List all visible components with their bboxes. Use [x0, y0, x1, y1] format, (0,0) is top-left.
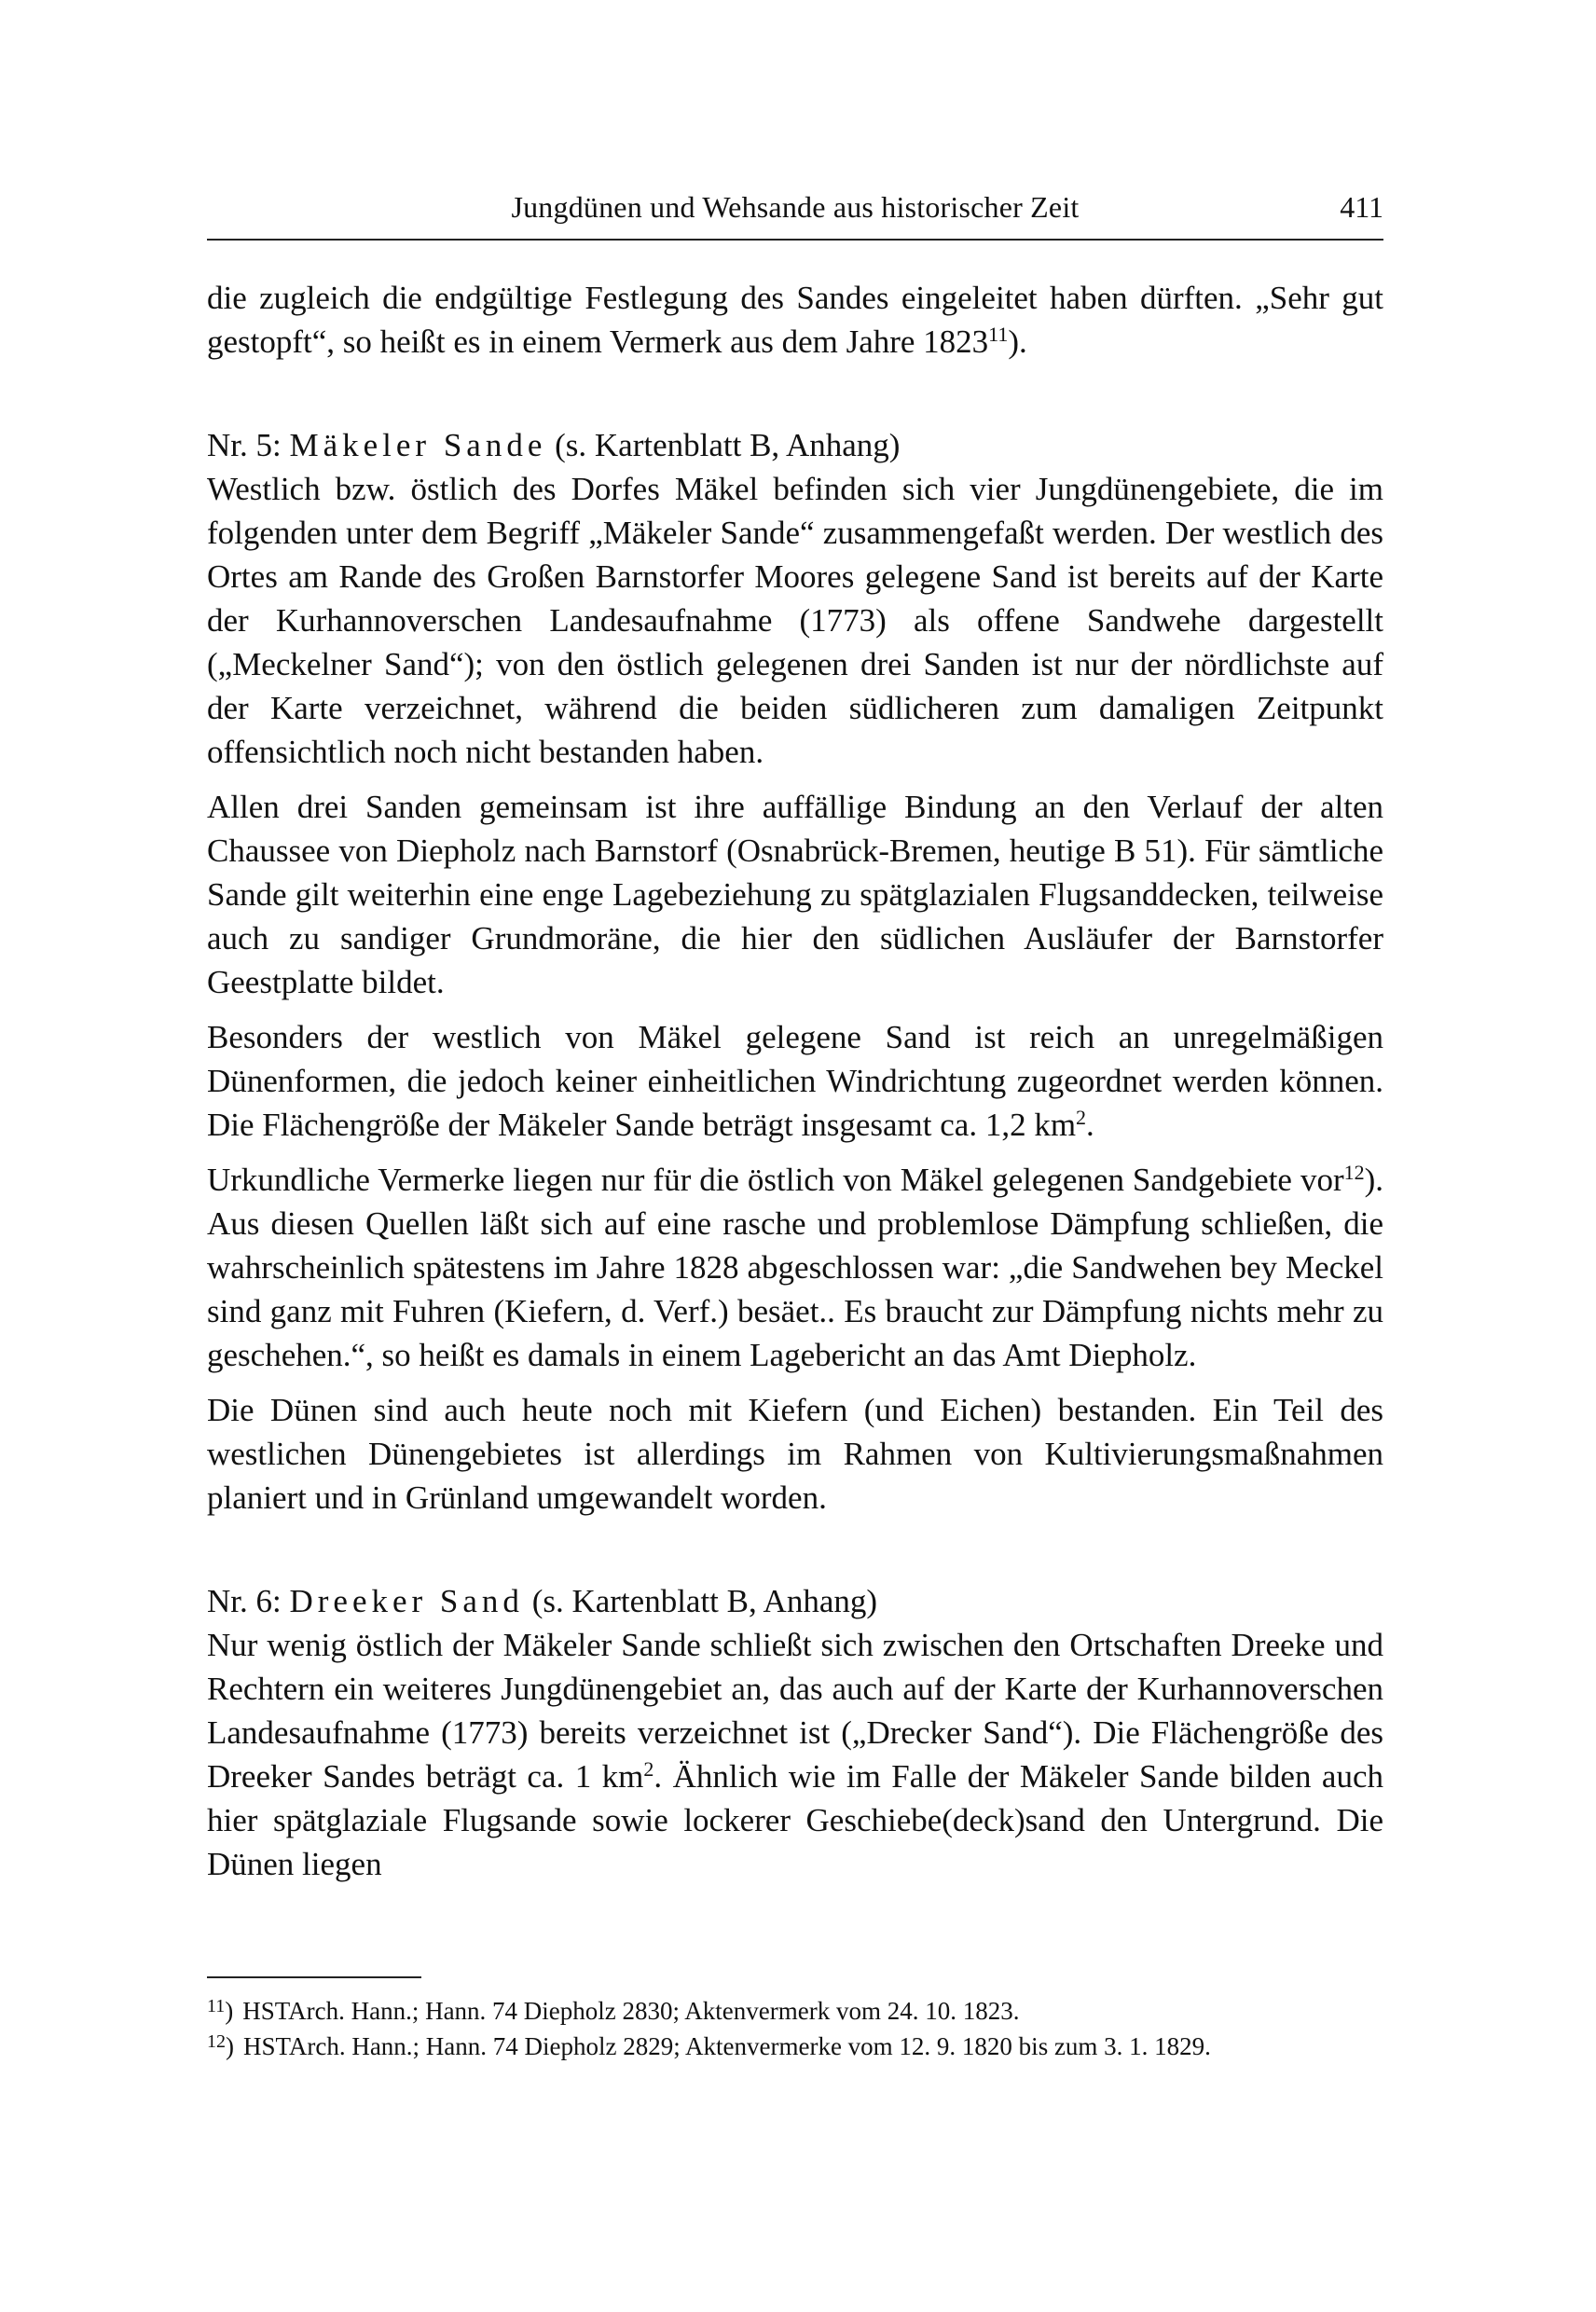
- section-map-ref: (s. Kartenblatt B, Anhang): [531, 1583, 878, 1619]
- intro-line-1: die zugleich die endgültige Festlegung des Sandes eingeleitet haben dürften.: [207, 280, 1243, 316]
- footnote-text: HSTArch. Hann.; Hann. 74 Diepholz 2829; Aktenvermerke vom 12. 9. 1820 bis zum 3. 1. 1829.: [243, 2032, 1211, 2060]
- page-number: 411: [1340, 190, 1383, 224]
- paragraph: Die Dünen sind auch heute noch mit Kiefern (und Eichen) bestanden. Ein Teil des westlichen Dünengebietes ist allerdings im Rahmen von Kultivierungsmaßnahmen planiert und in Grünland umgewandelt worden.: [207, 1392, 1383, 1516]
- footnote-mark: 11: [207, 1996, 226, 2016]
- paragraph: [207, 1015, 1383, 1147]
- section-name: Dreeker Sand: [289, 1583, 524, 1619]
- footnote-12: [207, 2029, 1383, 2064]
- paragraph: Westlich bzw. östlich des Dorfes Mäkel befinden sich vier Jungdünengebiete, die im folgenden unter dem Begriff „Mäkeler Sande“ zusammengefaßt werden. Der westlich des Ortes am Rande des Großen Barnstorfer Moores gelegene Sand ist bereits auf der Karte der Kurhannoverschen Landesaufnahme (1773) als offene Sandwehe dargestellt („Meckelner Sand“); von den östlich gelegenen drei Sanden ist nur der nördlichste auf der Karte verzeichnet, während die beiden südlicheren zum damaligen Zeitpunkt offensichtlich noch nicht bestanden haben.: [207, 471, 1383, 770]
- paragraph-gap: [207, 1004, 1383, 1015]
- footnotes: [207, 1993, 1383, 2064]
- main-text: [207, 276, 1383, 1886]
- footnote-ref-12[interactable]: 12: [1343, 1161, 1365, 1184]
- paragraph-gap: [207, 1147, 1383, 1158]
- paragraph: Allen drei Sanden gemeinsam ist ihre auffällige Bindung an den Verlauf der alten Chaussee von Diepholz nach Barnstorf (Osnabrück-Bremen, heutige B 51). Für sämtliche Sande gilt weiterhin eine enge Lagebeziehung zu spätglazialen Flugsanddecken, teilweise auch zu sandiger Grundmoräne, die hier den südlichen Ausläufer der Barnstorfer Geestplatte bildet.: [207, 789, 1383, 1000]
- section-gap: [207, 364, 1383, 423]
- paragraph-gap: [207, 774, 1383, 785]
- paragraph-text-cont: ). Aus diesen Quellen läßt sich auf eine rasche und problemlose Dämpfung schließen, die wahrscheinlich spätestens im Jahre 1828 abgeschlossen war: „die Sandwehen bey Meckel sind ganz mit Fuhren (Kiefern, d. Verf.) besäet.. Es braucht zur Dämpfung nichts mehr zu geschehen.“, so heißt es damals in einem Lagebericht an das Amt Diepholz.: [207, 1162, 1383, 1373]
- paragraph-text: Besonders der westlich von Mäkel gelegene Sand ist reich an unregelmäßigen Dünenformen, die jedoch keiner einheitlichen Windrichtung zugeordnet werden können. Die Flächengröße der Mäkeler Sande beträgt insgesamt ca. 1,2 km: [207, 1019, 1383, 1143]
- superscript: 2: [643, 1757, 654, 1781]
- paragraph-text: Urkundliche Vermerke liegen nur für die östlich von Mäkel gelegenen Sandgebiete vor: [207, 1162, 1344, 1198]
- footnote-mark-close: ): [226, 2032, 234, 2060]
- section-gap: [207, 1520, 1383, 1579]
- running-title: Jungdünen und Wehsande aus historischer Zeit: [511, 190, 1080, 224]
- section-heading-6: [207, 1579, 1383, 1623]
- running-header: [207, 186, 1383, 241]
- intro-line-2-end: ).: [1008, 323, 1027, 360]
- intro-line-2: „Sehr gut gestopft“, so heißt es in einem Vermerk aus dem Jahre 1823: [207, 280, 1383, 360]
- footnote-11: [207, 1993, 1383, 2029]
- section-map-ref: (s. Kartenblatt B, Anhang): [555, 427, 901, 463]
- footnote-mark-close: ): [225, 1997, 234, 2025]
- section-name: Mäkeler Sande: [289, 427, 547, 463]
- footnote-text: HSTArch. Hann.; Hann. 74 Diepholz 2830; Aktenvermerk vom 24. 10. 1823.: [242, 1997, 1020, 2025]
- superscript: 2: [1076, 1106, 1087, 1129]
- paragraph: [207, 1623, 1383, 1886]
- paragraph-text-cont: . Ähnlich wie im Falle der Mäkeler Sande bilden auch hier spätglaziale Flugsande sowie lockerer Geschiebe(deck)sand den Untergrund. Die Dünen liegen: [207, 1758, 1384, 1882]
- paragraph-text: Nur wenig östlich der Mäkeler Sande schließt sich zwischen den Ortschaften Dreeke und Rechtern ein weiteres Jungdünengebiet an, das auch auf der Karte der Kurhannoverschen Landesaufnahme (1773) bereits verzeichnet ist („Drecker Sand“). Die Flächengröße des Dreeker Sandes beträgt ca. 1 km: [207, 1627, 1383, 1795]
- footnote-ref-11[interactable]: 11: [988, 323, 1009, 346]
- section-heading-5: [207, 423, 1383, 467]
- footnote-mark: 12: [207, 2031, 226, 2052]
- paragraph: [207, 1158, 1383, 1377]
- footnote-rule: [207, 1976, 421, 1978]
- intro-paragraph: [207, 276, 1383, 364]
- paragraph-gap: [207, 1377, 1383, 1388]
- paragraph-end: .: [1086, 1107, 1094, 1143]
- section-number: Nr. 5:: [207, 427, 282, 463]
- section-number: Nr. 6:: [207, 1583, 282, 1619]
